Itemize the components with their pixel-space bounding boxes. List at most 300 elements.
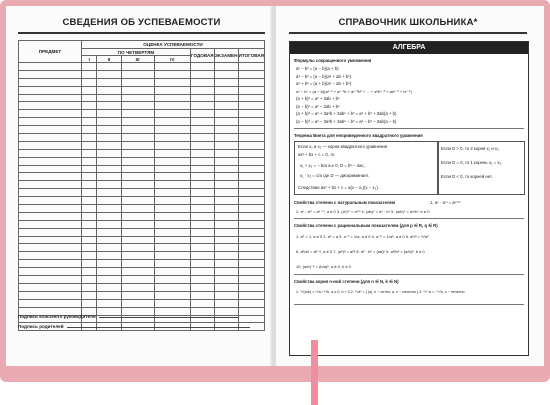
grade-cell[interactable] (121, 291, 154, 299)
parents-signature-label: Подпись родителей (18, 324, 64, 329)
grade-cell[interactable] (238, 94, 264, 102)
subject-cell[interactable] (19, 212, 82, 220)
grade-cell[interactable] (154, 228, 190, 236)
grade-cell[interactable] (190, 220, 214, 228)
grade-cell[interactable] (238, 228, 264, 236)
grade-cell[interactable] (82, 189, 97, 197)
grade-cell[interactable] (121, 212, 154, 220)
grade-cell[interactable] (154, 244, 190, 252)
grade-row (19, 78, 265, 86)
formula-2: a³ − b³ = (a − b)(a² + ab + b²) (296, 73, 352, 79)
grade-cell[interactable] (121, 126, 154, 134)
grade-cell[interactable] (97, 228, 121, 236)
grade-cell[interactable] (154, 205, 190, 213)
grade-cell[interactable] (82, 63, 97, 71)
quarter-1: I (82, 56, 97, 63)
grade-cell[interactable] (97, 165, 121, 173)
grade-cell[interactable] (82, 252, 97, 260)
root-props-row: 1. ⁿ√(a/b) = ⁿ√a / ⁿ√b, a ≥ 0, b > 0 2. ⁿ√aⁿ = { |a|, n − четно; a, n − нечетно } 3. ⁿ√−a = −ⁿ√a, n − нечетно (296, 290, 465, 294)
vieta-case-2: Если D = 0, то 1 корень x₁ = x₂. (441, 160, 503, 165)
grade-cell[interactable] (190, 268, 214, 276)
grade-cell[interactable] (121, 94, 154, 102)
grade-cell[interactable] (97, 252, 121, 260)
nat-props-row: 2. aⁿ : aᵐ = aⁿ⁻ᵐ, a ≠ 0 3. (aⁿ)ᵐ = aⁿᵐ 4. (ab)ⁿ = aⁿ · bⁿ 5. (a/b)ⁿ = aⁿ/bⁿ, b ≠ 0 (296, 209, 430, 214)
grade-cell[interactable] (154, 78, 190, 86)
grade-cell[interactable] (97, 276, 121, 284)
grade-cell[interactable] (97, 212, 121, 220)
grade-cell[interactable] (154, 102, 190, 110)
subject-cell[interactable] (19, 220, 82, 228)
grade-cell[interactable] (82, 236, 97, 244)
subject-cell[interactable] (19, 110, 82, 118)
subject-cell[interactable] (19, 205, 82, 213)
grade-cell[interactable] (154, 197, 190, 205)
teacher-signature-row (18, 313, 239, 319)
grade-cell[interactable] (154, 94, 190, 102)
grade-cell[interactable] (214, 197, 238, 205)
grade-cell[interactable] (154, 149, 190, 157)
teacher-signature-line[interactable] (99, 313, 239, 318)
grade-cell[interactable] (154, 212, 190, 220)
grade-cell[interactable] (154, 268, 190, 276)
grade-cell[interactable] (214, 283, 238, 291)
grade-cell[interactable] (82, 86, 97, 94)
grade-row (19, 220, 265, 228)
grade-cell[interactable] (238, 307, 264, 315)
grade-cell[interactable] (190, 118, 214, 126)
grade-row (19, 260, 265, 268)
grade-cell[interactable] (97, 141, 121, 149)
grade-cell[interactable] (238, 134, 264, 142)
grade-cell[interactable] (97, 102, 121, 110)
grade-cell[interactable] (97, 244, 121, 252)
grade-cell[interactable] (214, 110, 238, 118)
grade-cell[interactable] (190, 205, 214, 213)
grade-cell[interactable] (121, 220, 154, 228)
grade-cell[interactable] (121, 149, 154, 157)
grade-cell[interactable] (190, 110, 214, 118)
subject-cell[interactable] (19, 141, 82, 149)
grade-cell[interactable] (154, 276, 190, 284)
quarter-3: III (121, 56, 154, 63)
grade-cell[interactable] (121, 157, 154, 165)
grade-cell[interactable] (121, 260, 154, 268)
subject-cell[interactable] (19, 189, 82, 197)
grade-cell[interactable] (82, 110, 97, 118)
grade-row (19, 94, 265, 102)
grade-cell[interactable] (238, 165, 264, 173)
grade-cell[interactable] (190, 63, 214, 71)
grade-cell[interactable] (238, 102, 264, 110)
grade-cell[interactable] (214, 134, 238, 142)
grade-cell[interactable] (154, 189, 190, 197)
subject-cell[interactable] (19, 102, 82, 110)
grade-cell[interactable] (82, 197, 97, 205)
grade-cell[interactable] (82, 173, 97, 181)
subject-cell[interactable] (19, 228, 82, 236)
grade-cell[interactable] (190, 189, 214, 197)
grade-row (19, 165, 265, 173)
grade-cell[interactable] (214, 228, 238, 236)
section-divider (294, 128, 524, 129)
grade-cell[interactable] (154, 220, 190, 228)
grade-row (19, 212, 265, 220)
grade-cell[interactable] (121, 197, 154, 205)
grade-row (19, 118, 265, 126)
grade-cell[interactable] (238, 212, 264, 220)
grade-cell[interactable] (214, 268, 238, 276)
grade-cell[interactable] (238, 63, 264, 71)
grade-cell[interactable] (214, 205, 238, 213)
grade-cell[interactable] (97, 134, 121, 142)
grade-cell[interactable] (121, 173, 154, 181)
grade-cell[interactable] (190, 252, 214, 260)
grade-row (19, 244, 265, 252)
grade-cell[interactable] (97, 94, 121, 102)
grade-cell[interactable] (154, 141, 190, 149)
subject-cell[interactable] (19, 244, 82, 252)
subject-cell[interactable] (19, 165, 82, 173)
grade-cell[interactable] (121, 228, 154, 236)
grade-cell[interactable] (97, 157, 121, 165)
subject-cell[interactable] (19, 134, 82, 142)
grade-cell[interactable] (154, 291, 190, 299)
grade-cell[interactable] (190, 86, 214, 94)
parents-signature-line[interactable] (67, 323, 250, 328)
grade-cell[interactable] (97, 173, 121, 181)
grade-cell[interactable] (154, 110, 190, 118)
subject-cell[interactable] (19, 86, 82, 94)
grade-cell[interactable] (82, 141, 97, 149)
grade-cell[interactable] (121, 141, 154, 149)
grade-cell[interactable] (190, 94, 214, 102)
grade-cell[interactable] (190, 181, 214, 189)
vieta-case-1: Если D > 0, то 2 корня x₁ и x₂. (441, 146, 500, 151)
grade-cell[interactable] (97, 70, 121, 78)
grade-cell[interactable] (190, 244, 214, 252)
grade-cell[interactable] (82, 70, 97, 78)
grade-cell[interactable] (82, 165, 97, 173)
grade-cell[interactable] (238, 118, 264, 126)
grade-cell[interactable] (238, 244, 264, 252)
grade-cell[interactable] (238, 149, 264, 157)
subject-cell[interactable] (19, 283, 82, 291)
grade-cell[interactable] (97, 78, 121, 86)
formula-3: a³ + b³ = (a + b)(a² − ab + b²) (296, 81, 352, 86)
grade-cell[interactable] (238, 110, 264, 118)
grade-cell[interactable] (154, 283, 190, 291)
grade-cell[interactable] (121, 268, 154, 276)
grade-cell[interactable] (190, 134, 214, 142)
grade-cell[interactable] (214, 276, 238, 284)
grade-cell[interactable] (154, 236, 190, 244)
grade-cell[interactable] (121, 118, 154, 126)
grade-cell[interactable] (238, 291, 264, 299)
grade-cell[interactable] (238, 315, 264, 323)
grade-cell[interactable] (82, 276, 97, 284)
grade-cell[interactable] (82, 134, 97, 142)
grade-cell[interactable] (82, 78, 97, 86)
abbr-formulas-title: Формулы сокращенного умножения (294, 58, 372, 63)
grade-cell[interactable] (121, 63, 154, 71)
grade-cell[interactable] (214, 173, 238, 181)
grade-cell[interactable] (214, 63, 238, 71)
grade-cell[interactable] (82, 102, 97, 110)
grade-cell[interactable] (214, 78, 238, 86)
grade-cell[interactable] (121, 205, 154, 213)
grade-cell[interactable] (190, 141, 214, 149)
grade-cell[interactable] (214, 244, 238, 252)
vieta-line-5: Следствие ax² + bx + c = a(x − x₁)(x − x₂). (298, 185, 379, 190)
grade-cell[interactable] (121, 299, 154, 307)
grade-row (19, 86, 265, 94)
grade-cell[interactable] (238, 181, 264, 189)
grade-cell[interactable] (238, 252, 264, 260)
grade-cell[interactable] (82, 149, 97, 157)
grade-cell[interactable] (154, 173, 190, 181)
grade-cell[interactable] (154, 63, 190, 71)
grade-cell[interactable] (154, 260, 190, 268)
grade-cell[interactable] (238, 157, 264, 165)
grade-cell[interactable] (121, 78, 154, 86)
subject-cell[interactable] (19, 276, 82, 284)
grade-cell[interactable] (121, 110, 154, 118)
formula-5: (a + b)² = a² + 2ab + b² (296, 96, 340, 101)
subject-cell[interactable] (19, 94, 82, 102)
vieta-line-3: x₁ + x₂ = − b/a a ≠ 0, D = b² − 4ac, (300, 163, 365, 168)
root-title: Свойства корня n-ной степени (для n ∈ N, k ∈ N) (294, 279, 399, 284)
vieta-case-3: Если D < 0, то корней нет. (441, 174, 493, 179)
grade-cell[interactable] (121, 236, 154, 244)
grade-cell[interactable] (154, 86, 190, 94)
grade-cell[interactable] (214, 70, 238, 78)
subject-cell[interactable] (19, 63, 82, 71)
grade-cell[interactable] (238, 260, 264, 268)
quarter-2: II (97, 56, 121, 63)
grade-cell[interactable] (121, 134, 154, 142)
grade-cell[interactable] (238, 283, 264, 291)
grade-cell[interactable] (238, 70, 264, 78)
grade-cell[interactable] (97, 299, 121, 307)
nat-divider (294, 218, 524, 219)
algebra-box (289, 41, 529, 356)
grade-cell[interactable] (97, 291, 121, 299)
grade-cell[interactable] (82, 157, 97, 165)
grade-cell[interactable] (190, 236, 214, 244)
grade-cell[interactable] (97, 86, 121, 94)
subject-cell[interactable] (19, 126, 82, 134)
grade-cell[interactable] (238, 299, 264, 307)
grade-cell[interactable] (214, 236, 238, 244)
grade-cell[interactable] (121, 70, 154, 78)
grade-cell[interactable] (190, 291, 214, 299)
subject-cell[interactable] (19, 157, 82, 165)
grade-cell[interactable] (214, 157, 238, 165)
grade-row (19, 276, 265, 284)
grade-cell[interactable] (121, 165, 154, 173)
grade-cell[interactable] (82, 118, 97, 126)
grade-row (19, 291, 265, 299)
grade-cell[interactable] (154, 165, 190, 173)
grade-cell[interactable] (214, 220, 238, 228)
grade-cell[interactable] (214, 291, 238, 299)
grade-cell[interactable] (214, 126, 238, 134)
grade-cell[interactable] (82, 94, 97, 102)
exam-header: ЭКЗАМЕН (214, 49, 238, 63)
nat-title: Свойства степени с натуральным показателем (294, 200, 396, 205)
grade-cell[interactable] (82, 205, 97, 213)
grade-cell[interactable] (190, 70, 214, 78)
root-divider (294, 304, 524, 305)
grade-cell[interactable] (97, 260, 121, 268)
subject-cell[interactable] (19, 70, 82, 78)
grade-cell[interactable] (97, 236, 121, 244)
grade-cell[interactable] (154, 252, 190, 260)
grade-cell[interactable] (190, 212, 214, 220)
grade-cell[interactable] (214, 165, 238, 173)
subject-cell[interactable] (19, 291, 82, 299)
grade-cell[interactable] (97, 181, 121, 189)
grade-cell[interactable] (82, 299, 97, 307)
rat-title: Свойства степени с рациональным показателем (для p ∈ R, q ∈ R) (294, 223, 438, 228)
grade-cell[interactable] (121, 276, 154, 284)
grade-row (19, 181, 265, 189)
bookmark-ribbon[interactable] (311, 340, 318, 405)
grade-cell[interactable] (82, 126, 97, 134)
subject-cell[interactable] (19, 118, 82, 126)
grade-cell[interactable] (121, 181, 154, 189)
grade-cell[interactable] (190, 157, 214, 165)
grade-cell[interactable] (238, 268, 264, 276)
grade-cell[interactable] (214, 102, 238, 110)
grade-cell[interactable] (214, 141, 238, 149)
grade-row (19, 63, 265, 71)
reference-title: СПРАВОЧНИК ШКОЛЬНИКА* (338, 17, 478, 28)
grade-cell[interactable] (154, 126, 190, 134)
grade-cell[interactable] (190, 78, 214, 86)
grade-cell[interactable] (82, 268, 97, 276)
rat-props-row-3: 10. (a/b)⁻ᵖ = (b/a)ᵖ, a ≠ 0, b ≠ 0 (296, 264, 351, 269)
grade-cell[interactable] (82, 283, 97, 291)
grade-cell[interactable] (82, 220, 97, 228)
subject-cell[interactable] (19, 260, 82, 268)
subject-cell[interactable] (19, 173, 82, 181)
grade-cell[interactable] (214, 118, 238, 126)
grade-cell[interactable] (214, 86, 238, 94)
grade-cell[interactable] (121, 252, 154, 260)
grade-cell[interactable] (82, 212, 97, 220)
grade-cell[interactable] (238, 126, 264, 134)
grade-cell[interactable] (214, 149, 238, 157)
grade-cell[interactable] (154, 118, 190, 126)
grade-cell[interactable] (97, 189, 121, 197)
grade-cell[interactable] (82, 260, 97, 268)
grade-cell[interactable] (190, 149, 214, 157)
grade-cell[interactable] (238, 189, 264, 197)
subject-cell[interactable] (19, 181, 82, 189)
grade-cell[interactable] (190, 173, 214, 181)
subject-cell[interactable] (19, 299, 82, 307)
subject-cell[interactable] (19, 268, 82, 276)
grade-cell[interactable] (238, 276, 264, 284)
grade-cell[interactable] (238, 236, 264, 244)
grade-row (19, 252, 265, 260)
grade-row (19, 134, 265, 142)
grade-cell[interactable] (214, 212, 238, 220)
grade-row (19, 173, 265, 181)
grade-cell[interactable] (190, 283, 214, 291)
grade-cell[interactable] (190, 228, 214, 236)
subject-cell[interactable] (19, 252, 82, 260)
subject-cell[interactable] (19, 78, 82, 86)
subject-cell[interactable] (19, 149, 82, 157)
grade-cell[interactable] (190, 276, 214, 284)
grade-cell[interactable] (214, 181, 238, 189)
grade-cell[interactable] (97, 220, 121, 228)
grade-cell[interactable] (238, 86, 264, 94)
grade-cell[interactable] (238, 173, 264, 181)
grade-cell[interactable] (190, 260, 214, 268)
grade-cell[interactable] (214, 189, 238, 197)
grade-cell[interactable] (121, 102, 154, 110)
rat-props-row-2: 6. aᵖ/aᵍ = aᵖ⁻ᵍ, a ≠ 0 7. (aᵖ)ᵍ = aᵖᵍ 8. aᵖ · bᵖ = (ab)ᵖ 9. aᵖ/bᵖ = (a/b)ᵖ, b ≠ 0 (296, 249, 425, 254)
grade-cell[interactable] (97, 126, 121, 134)
grade-cell[interactable] (97, 197, 121, 205)
subject-header: ПРЕДМЕТ (19, 41, 82, 63)
grade-cell[interactable] (97, 149, 121, 157)
grade-cell[interactable] (121, 86, 154, 94)
grade-cell[interactable] (190, 299, 214, 307)
grade-cell[interactable] (97, 205, 121, 213)
grade-cell[interactable] (154, 134, 190, 142)
subject-cell[interactable] (19, 236, 82, 244)
grade-cell[interactable] (97, 63, 121, 71)
grade-cell[interactable] (154, 70, 190, 78)
grade-cell[interactable] (97, 268, 121, 276)
grade-cell[interactable] (82, 228, 97, 236)
grade-cell[interactable] (214, 299, 238, 307)
grade-cell[interactable] (214, 94, 238, 102)
grade-cell[interactable] (190, 126, 214, 134)
grade-cell[interactable] (82, 181, 97, 189)
grade-cell[interactable] (154, 181, 190, 189)
grade-cell[interactable] (121, 244, 154, 252)
grade-cell[interactable] (238, 220, 264, 228)
grade-cell[interactable] (97, 283, 121, 291)
grade-cell[interactable] (238, 197, 264, 205)
grade-cell[interactable] (82, 291, 97, 299)
subject-cell[interactable] (19, 197, 82, 205)
grade-cell[interactable] (154, 157, 190, 165)
grade-cell[interactable] (82, 244, 97, 252)
grade-cell[interactable] (190, 197, 214, 205)
grade-cell[interactable] (97, 110, 121, 118)
grade-cell[interactable] (238, 78, 264, 86)
grade-row (19, 228, 265, 236)
grade-cell[interactable] (190, 102, 214, 110)
grade-cell[interactable] (121, 283, 154, 291)
grade-cell[interactable] (154, 299, 190, 307)
grade-cell[interactable] (214, 252, 238, 260)
grade-cell[interactable] (190, 165, 214, 173)
grade-cell[interactable] (97, 118, 121, 126)
grade-cell[interactable] (238, 141, 264, 149)
grade-row (19, 205, 265, 213)
grade-cell[interactable] (121, 189, 154, 197)
teacher-signature-label: Подпись классного руководителя (18, 314, 96, 319)
grade-cell[interactable] (238, 205, 264, 213)
grade-cell[interactable] (214, 260, 238, 268)
